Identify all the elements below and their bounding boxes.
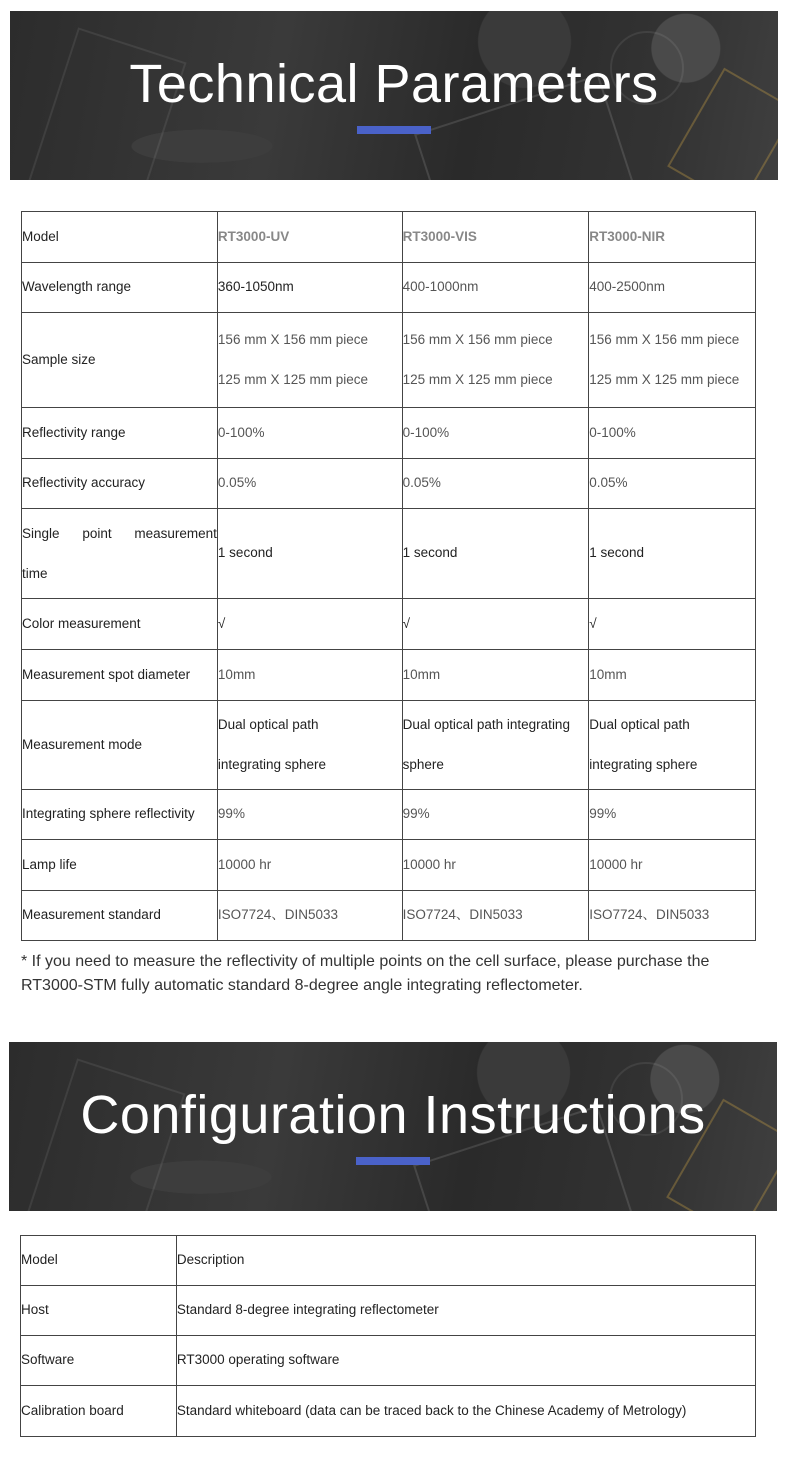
header-description: Description [176,1236,755,1286]
header-rt3000-uv: RT3000-UV [217,212,402,263]
cell-nir: 10000 hr [589,840,756,891]
row-label: Color measurement [22,599,218,650]
cell-nir: 0-100% [589,408,756,459]
header-model: Model [21,1236,177,1286]
row-label: Sample size [22,313,218,408]
cell-uv: ISO7724、DIN5033 [217,891,402,941]
table-row [22,263,756,313]
row-label: Integrating sphere reflectivity [22,790,218,840]
cell-model: Host [21,1286,177,1336]
table-row [22,650,756,701]
cell-line: sphere [402,757,444,772]
table-row [22,313,756,408]
section-title: Configuration Instructions [80,1085,706,1145]
row-label: Wavelength range [22,263,218,313]
cell-line: 156 mm X 156 mm piece [589,332,740,347]
cell-description: Standard whiteboard (data can be traced back to the Chinese Academy of Metrology) [176,1386,755,1437]
table-row [22,891,756,941]
cell-nir: 1 second [589,509,756,599]
cell-uv: 0.05% [217,459,402,509]
cell-line: Dual optical path [217,717,319,732]
table-row [21,1386,756,1437]
cell-line: Dual optical path integrating [402,717,570,732]
cell-model: Software [21,1336,177,1386]
row-label-line: Single point measurement [22,525,217,541]
cell-nir: 0.05% [589,459,756,509]
row-label-line: time [22,565,48,581]
cell-description: RT3000 operating software [176,1336,755,1386]
cell-vis: 0.05% [402,459,589,509]
check-icon: √ [402,599,589,650]
cell-vis: 1 second [402,509,589,599]
header-rt3000-vis: RT3000-VIS [402,212,589,263]
configuration-table [20,1235,756,1437]
cell-model: Calibration board [21,1386,177,1437]
cell-line: 125 mm X 125 mm piece [589,372,740,387]
cell-nir: ISO7724、DIN5033 [589,891,756,941]
cell-nir [589,313,756,408]
row-label: Measurement standard [22,891,218,941]
purchase-note: * If you need to measure the reflectivity of multiple points on the cell surface, please purchase the RT3000-STM fully automatic standard 8-degree angle integrating reflectometer. [21,953,710,994]
cell-uv: 0-100% [217,408,402,459]
table-row [22,790,756,840]
check-icon: √ [589,599,756,650]
table-row [22,509,756,599]
table-row [21,1236,756,1286]
row-label: Measurement mode [22,701,218,790]
cell-uv: 10000 hr [217,840,402,891]
accent-bar [357,126,431,134]
row-label [22,509,218,599]
cell-nir: 10mm [589,650,756,701]
cell-vis: ISO7724、DIN5033 [402,891,589,941]
table-row [22,701,756,790]
section-title: Technical Parameters [129,54,659,114]
cell-line: 125 mm X 125 mm piece [217,372,368,387]
cell-vis: 0-100% [402,408,589,459]
cell-vis [402,313,589,408]
configuration-instructions-banner [9,1042,777,1211]
cell-line: integrating sphere [589,757,698,772]
cell-description: Standard 8-degree integrating reflectometer [176,1286,755,1336]
cell-nir [589,701,756,790]
table-row [21,1336,756,1386]
table-row [21,1286,756,1336]
cell-line: 156 mm X 156 mm piece [217,332,368,347]
cell-vis: 10mm [402,650,589,701]
cell-uv: 360-1050nm [217,263,402,313]
cell-uv [217,313,402,408]
cell-uv [217,701,402,790]
cell-uv: 99% [217,790,402,840]
table-row [22,408,756,459]
check-icon: √ [217,599,402,650]
technical-parameters-table [21,211,756,941]
row-label: Measurement spot diameter [22,650,218,701]
header-rt3000-nir: RT3000-NIR [589,212,756,263]
cell-line: 125 mm X 125 mm piece [402,372,553,387]
table-row [22,459,756,509]
cell-vis: 400-1000nm [402,263,589,313]
row-label: Reflectivity accuracy [22,459,218,509]
cell-uv: 1 second [217,509,402,599]
header-model: Model [22,212,218,263]
cell-line: 156 mm X 156 mm piece [402,332,553,347]
cell-nir: 400-2500nm [589,263,756,313]
cell-line: Dual optical path [589,717,690,732]
cell-vis: 10000 hr [402,840,589,891]
table-row [22,599,756,650]
cell-vis: 99% [402,790,589,840]
row-label: Lamp life [22,840,218,891]
cell-nir: 99% [589,790,756,840]
cell-line: integrating sphere [217,757,326,772]
technical-parameters-banner [10,11,778,180]
row-label: Reflectivity range [22,408,218,459]
table-row [22,212,756,263]
cell-vis [402,701,589,790]
cell-uv: 10mm [217,650,402,701]
table-row [22,840,756,891]
accent-bar [356,1157,430,1165]
